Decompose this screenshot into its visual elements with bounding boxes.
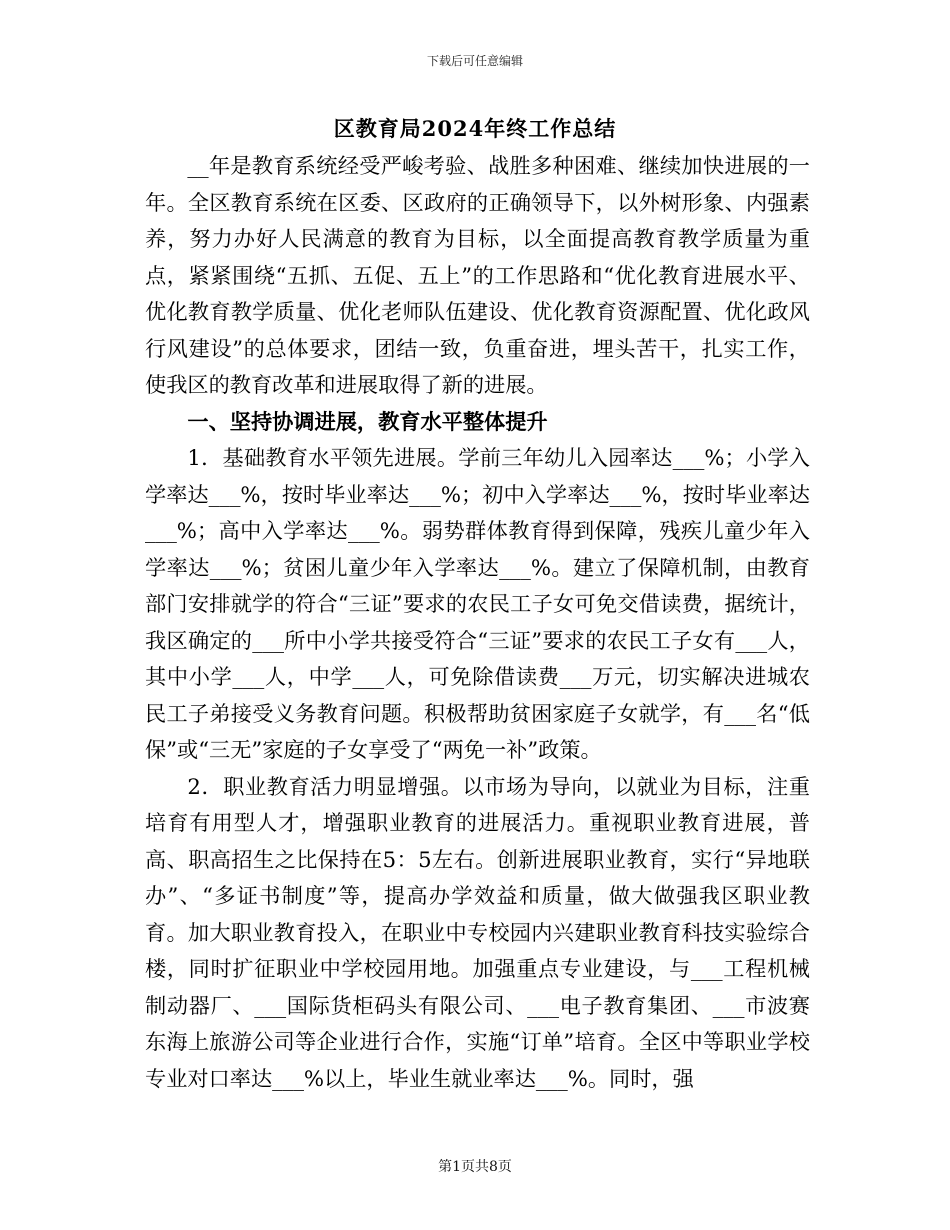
header-note: 下载后可任意编辑 — [426, 54, 523, 68]
paragraph-basic-education: 1．基础教育水平领先进展。学前三年幼儿入园率达___%；小学入学率达___%，按时毕业率达___%；初中入学率达___%，按时毕业率达___%；高中入学率达___%。弱势群体教育得到保障，残疾儿童少年入学率达___%；贫困儿童少年入学率达___%。建立了保障机制，由教育部门安排就学的符合“三证”要求的农民工子女可免交借读费，据统计，我区确定的___所中小学共接受符合“三证”要求的农民工子女有___人，其中小学___人，中学___人，可免除借读费___万元，切实解决进城农民工子弟接受义务教育问题。积极帮助贫困家庭子女就学，有___名“低保”或“三无”家庭的子女享受了“两免一补”政策。 — [145, 445, 810, 762]
intro-paragraph: __年是教育系统经受严峻考验、战胜多种困难、继续加快进展的一年。全区教育系统在区委、区政府的正确领导下，以外树形象、内强素养，努力办好人民满意的教育为目标，以全面提高教育教学质量为重点，紧紧围绕“五抓、五促、五上”的工作思路和“优化教育进展水平、优化教育教学质量、优化老师队伍建设、优化教育资源配置、优化政风行风建设”的总体要求，团结一致，负重奋进，埋头苦干，扎实工作，使我区的教育改革和进展取得了新的进展。 — [145, 153, 810, 397]
section-heading: 一、坚持协调进展，教育水平整体提升 — [187, 408, 548, 434]
document-title: 区教育局2024年终工作总结 — [333, 116, 617, 141]
page-number: 第1页共8页 — [438, 1159, 512, 1175]
document-body — [145, 148, 810, 1097]
paragraph-vocational-education: 2．职业教育活力明显增强。以市场为导向，以就业为目标，注重培育有用型人才，增强职业教育的进展活力。重视职业教育进展，普高、职高招生之比保持在5：5左右。创新进展职业教育，实行“异地联办”、“多证书制度”等，提高办学效益和质量，做大做强我区职业教育。加大职业教育投入，在职业中专校园内兴建职业教育科技实验综合楼，同时扩征职业中学校园用地。加强重点专业建设，与___工程机械制动器厂、___国际货柜码头有限公司、___电子教育集团、___市波赛东海上旅游公司等企业进行合作，实施“订单”培育。全区中等职业学校专业对口率达___%以上，毕业生就业率达___%。同时，强 — [145, 773, 810, 1091]
